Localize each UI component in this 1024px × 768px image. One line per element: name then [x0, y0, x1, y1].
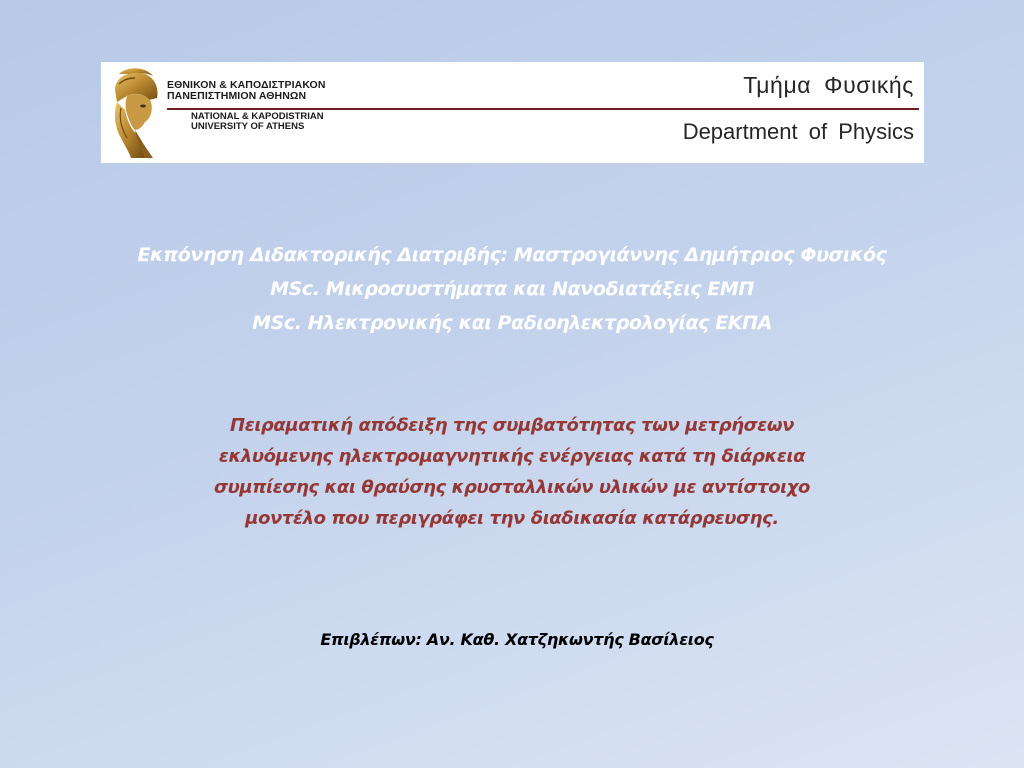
- university-name-english-line: NATIONAL & KAPODISTRIAN: [191, 111, 324, 122]
- university-name-greek-line: ΕΘΝΙΚΟΝ & ΚΑΠΟΔΙΣΤΡΙΑΚΟΝ: [167, 79, 326, 91]
- author-line: MSc. Ηλεκτρονικής και Ραδιοηλεκτρολογίας ΕΚΠΑ: [252, 312, 772, 334]
- author-info: [0, 238, 1024, 340]
- athena-head-seal-icon: [105, 64, 163, 160]
- university-name: [167, 80, 357, 132]
- university-name-english: [167, 112, 357, 132]
- supervisor: Επιβλέπων: Αν. Καθ. Χατζηκωντής Βασίλειος: [320, 630, 714, 649]
- department-name-english: Department of Physics: [682, 119, 914, 144]
- author-line: MSc. Μικροσυστήματα και Νανοδιατάξεις ΕΜΠ: [270, 278, 754, 300]
- department-name-greek: Τμήμα Φυσικής: [743, 72, 914, 98]
- university-name-english-line: UNIVERSITY OF ATHENS: [191, 121, 305, 132]
- thesis-title: [0, 410, 1024, 534]
- thesis-title-line: εκλυόμενης ηλεκτρομαγνητικής ενέργειας κατά τη διάρκεια: [218, 446, 806, 467]
- author-line: Εκπόνηση Διδακτορικής Διατριβής: Μαστρογιάννης Δημήτριος Φυσικός: [137, 244, 887, 266]
- thesis-title-line: μοντέλο που περιγράφει την διαδικασία κατάρρευσης.: [245, 508, 779, 529]
- thesis-title-line: Πειραματική απόδειξη της συμβατότητας των μετρήσεων: [230, 415, 794, 436]
- thesis-title-line: συμπίεσης και θραύσης κρυσταλλικών υλικών με αντίστοιχο: [214, 477, 810, 498]
- banner-divider: [167, 108, 919, 110]
- university-name-greek: [167, 80, 357, 102]
- university-name-greek-line: ΠΑΝΕΠΙΣΤΗΜΙΟΝ ΑΘΗΝΩΝ: [167, 90, 307, 102]
- header-banner: [101, 62, 924, 163]
